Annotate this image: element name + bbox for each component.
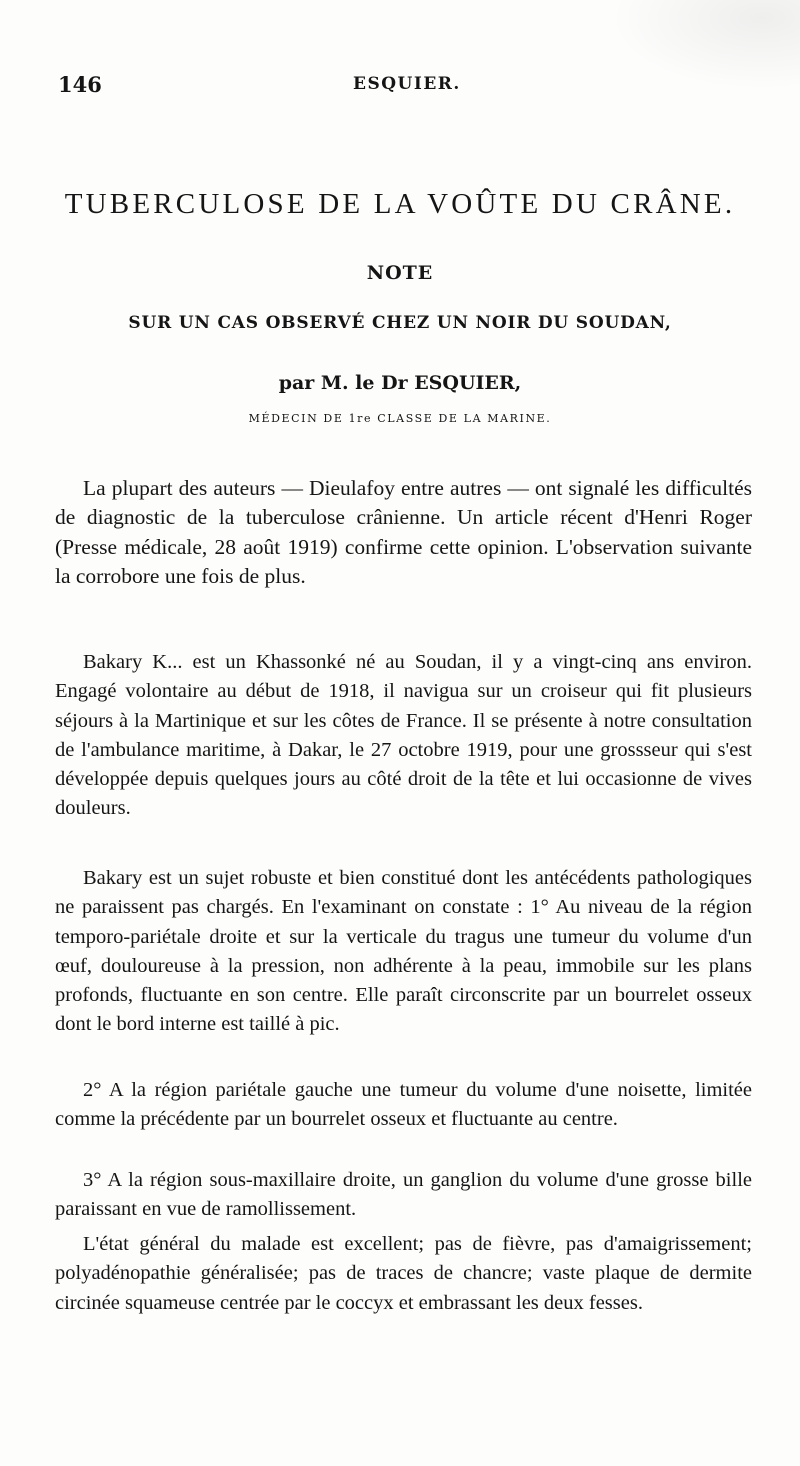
article-title: TUBERCULOSE DE LA VOÛTE DU CRÂNE. (64, 188, 736, 220)
page-number: 146 (58, 72, 102, 97)
author-line: par M. le Dr ESQUIER, (278, 372, 522, 394)
paragraph: Bakary est un sujet robuste et bien constitué dont les antécédents pathologiques ne paraissent pas chargés. En l'examinant on constate : 1° Au niveau de la région temporo-pariétale droite et sur la verticale du tragus une tumeur du volume d'un œuf, douloureuse à la pression, non adhérente à la peau, immobile sur les plans profonds, fluctuante en son centre. Elle paraît circonscrite par un bourrelet osseux dont le bord interne est taillé à pic. (55, 867, 752, 1036)
paragraph-exam (55, 864, 752, 1040)
paragraph-general-state (55, 1230, 752, 1318)
paragraph-intro (55, 474, 752, 591)
page-header (58, 72, 748, 102)
author-affiliation: MÉDECIN DE 1re CLASSE DE LA MARINE. (248, 412, 552, 425)
paragraph-case (55, 648, 752, 824)
article-subtitle: NOTE (366, 262, 434, 284)
paragraph: La plupart des auteurs — Dieulafoy entre autres — ont signalé les difficultés de diagnostic de la tuberculose crânienne. Un article récent d'Henri Roger (Presse médicale, 28 août 1919) confirme cette opinion. L'observation suivante la corrobore une fois de plus. (55, 476, 752, 588)
paragraph: Bakary K... est un Khassonké né au Soudan, il y a vingt-cinq ans environ. Engagé volontaire au début de 1918, il navigua sur un croiseur qui fit plusieurs séjours à la Martinique et sur les côtes de France. Il se présente à notre consultation de l'ambulance maritime, à Dakar, le 27 octobre 1919, pour une grossseur qui s'est développée depuis quelques jours au côté droit de la tête et lui occasionne de vives douleurs. (55, 651, 752, 820)
paragraph: L'état général du malade est excellent; pas de fièvre, pas d'amaigrissement; polyadénopathie généralisée; pas de traces de chancre; vaste plaque de dermite circinée squameuse centrée par le coccyx et embrassant les deux fesses. (55, 1233, 752, 1314)
paragraph: 3° A la région sous-maxillaire droite, un ganglion du volume d'une grosse bille paraissant en vue de ramollissement. (55, 1169, 752, 1221)
paragraph-finding-2 (55, 1076, 752, 1135)
paragraph-finding-3 (55, 1166, 752, 1225)
article-subheading: SUR UN CAS OBSERVÉ CHEZ UN NOIR DU SOUDAN, (128, 313, 672, 333)
running-head: ESQUIER. (353, 74, 461, 94)
paragraph: 2° A la région pariétale gauche une tumeur du volume d'une noisette, limitée comme la précédente par un bourrelet osseux et fluctuante au centre. (55, 1079, 752, 1131)
